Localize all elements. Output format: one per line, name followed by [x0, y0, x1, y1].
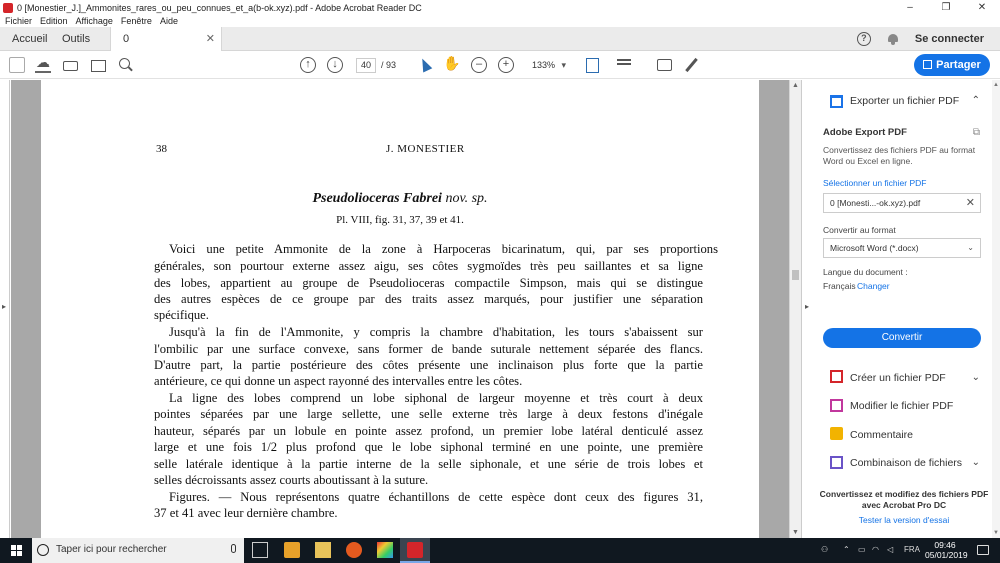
text-line: hauteur, séparés par un lobule en pointe assez profond, un premier lobe latéral denticulé assez	[154, 424, 703, 438]
chevron-down-icon[interactable]: ⌄	[971, 457, 980, 468]
menu-view[interactable]: Affichage	[75, 16, 113, 26]
title-bar	[0, 0, 1000, 15]
right-tools-panel	[801, 80, 1000, 538]
menu-bar	[0, 15, 186, 27]
language-value: Français	[823, 281, 856, 291]
bell-icon[interactable]	[887, 33, 899, 45]
people-icon[interactable]: ⚇	[821, 545, 829, 554]
select-pdf-link[interactable]: Sélectionner un fichier PDF	[823, 178, 927, 188]
volume-icon[interactable]: ◁	[887, 545, 894, 554]
tab-tools[interactable]: Outils	[62, 33, 91, 45]
export-description: Convertissez des fichiers PDF au format Word ou Excel en ligne.	[823, 145, 976, 166]
scroll-up-icon[interactable]: ▲	[792, 82, 799, 89]
fit-page-icon[interactable]	[584, 57, 600, 73]
text-line: La ligne des lobes comprend un lobe siphonal de largeur moyenne et très court à deux	[169, 391, 703, 405]
text-line: pointes séparées par une large sellette, une selle externe très large à deux festons d'inégale	[154, 407, 703, 421]
document-viewport[interactable]	[11, 80, 789, 538]
acrobat-app-icon	[3, 3, 13, 13]
tabbar-right	[857, 27, 1000, 51]
expand-left-icon[interactable]: ▸	[2, 302, 7, 311]
pdf-page	[41, 80, 759, 538]
plate-reference: Pl. VIII, fig. 31, 37, 39 et 41.	[336, 214, 464, 226]
tab-document[interactable]	[110, 27, 222, 51]
taskbar-search-placeholder: Taper ici pour rechercher	[56, 544, 167, 555]
format-select[interactable]	[823, 238, 981, 258]
chevron-up-icon[interactable]: ⌃	[971, 95, 980, 106]
language-indicator[interactable]: FRA	[904, 545, 920, 554]
pro-promo-text: Convertissez et modifiez des fichiers PDF avec Acrobat Pro DC	[819, 489, 989, 510]
change-language-link[interactable]: Changer	[857, 281, 890, 291]
page-number-input[interactable]: 40	[356, 58, 376, 73]
zoom-in-icon[interactable]: +	[498, 57, 514, 73]
taskbar	[0, 538, 1000, 563]
clock[interactable]	[925, 540, 968, 560]
panel-scrollbar[interactable]	[992, 80, 1000, 538]
tab-bar	[0, 27, 1000, 51]
export-box-title: Adobe Export PDF	[823, 127, 907, 138]
text-line: 37 et 41 avec leur dernière chambre.	[154, 506, 338, 520]
sign-in-link[interactable]: Se connecter	[914, 33, 984, 45]
document-scrollbar[interactable]	[789, 80, 801, 538]
text-line: générales, son pourtour externe assez aigu, ses côtes sygmoïdes très peu saillantes et sa ligne	[154, 259, 703, 273]
text-line: selle latérale identique à la partie interne de la selle siphonale, et une série de trois lobes et	[154, 457, 703, 471]
page-total: / 93	[381, 60, 397, 70]
page-number: 38	[156, 143, 167, 155]
text-line: antérieure, ce qui donne un aspect rayonné des intervalles entre les côtes.	[154, 374, 523, 388]
firefox-icon[interactable]	[346, 542, 362, 558]
text-line: Voici une petite Ammonite de la zone à Harpoceras bicarinatum, qui, par ses proportions	[169, 242, 718, 256]
chevron-down-icon: ⌄	[967, 243, 974, 252]
tool-edit-pdf[interactable]: Modifier le fichier PDF	[850, 400, 954, 412]
text-line: Jusqu'à la fin de l'Ammonite, y compris la chambre d'habitation, les tours s'abaissent sur	[169, 325, 703, 339]
zoom-select[interactable]: 133% ▾	[524, 58, 568, 73]
tool-create-pdf[interactable]: Créer un fichier PDF	[850, 372, 946, 384]
convert-button[interactable]: Convertir	[823, 328, 981, 348]
select-cursor-icon[interactable]	[416, 57, 432, 73]
clock-time: 09:46	[934, 540, 956, 550]
share-icon	[923, 60, 932, 69]
toolbar	[0, 52, 1000, 79]
media-player-icon[interactable]	[284, 542, 300, 558]
taskbar-search[interactable]	[32, 538, 244, 563]
trial-link[interactable]: Tester la version d'essai	[858, 515, 950, 525]
export-pdf-icon	[830, 95, 843, 108]
tool-combine-files[interactable]: Combinaison de fichiers	[850, 457, 963, 469]
tab-home[interactable]: Accueil	[12, 33, 48, 45]
species-suffix: nov. sp.	[445, 191, 488, 206]
previous-page-icon[interactable]: ↑	[300, 57, 316, 73]
scroll-thumb[interactable]	[792, 270, 799, 280]
close-tab-icon[interactable]: ✕	[205, 33, 215, 45]
file-explorer-icon[interactable]	[315, 542, 331, 558]
edit-pdf-icon	[830, 399, 843, 412]
upload-icon[interactable]	[35, 57, 51, 73]
menu-edit[interactable]: Edition	[40, 16, 68, 26]
menu-file[interactable]: Fichier	[5, 16, 33, 26]
comment-tool-icon	[830, 427, 843, 440]
export-pdf-header[interactable]: Exporter un fichier PDF	[850, 95, 960, 107]
zoom-out-icon[interactable]: –	[471, 57, 487, 73]
scroll-down-icon[interactable]: ▼	[792, 529, 799, 536]
cortana-icon	[37, 544, 49, 556]
microphone-icon[interactable]	[231, 544, 236, 553]
collapse-right-icon[interactable]: ▸	[805, 302, 810, 311]
paint-app-icon[interactable]	[377, 542, 393, 558]
text-line: des autres espèces de ce groupe par des traits assez marqués, pour justifier une séparation	[154, 292, 703, 306]
text-line: large et une fois 1/2 plus profond que le lobe siphonal terminé en une pointe, une première	[154, 440, 703, 454]
windows-start-icon[interactable]	[11, 545, 22, 556]
scroll-up-icon[interactable]: ▲	[993, 82, 999, 88]
share-label: Partager	[936, 59, 981, 71]
text-line: D'autre part, la partie postérieure des côtes présente une inclinaison plus forte que la partie	[154, 358, 703, 372]
network-icon[interactable]: ▭	[858, 545, 866, 554]
pen-icon[interactable]	[684, 57, 700, 73]
language-label: Langue du document :	[823, 267, 908, 277]
text-line: l'ombilic par une surface convexe, sans former de bande suturale nettement séparée des flancs.	[154, 342, 703, 356]
chevron-down-icon[interactable]: ⌄	[971, 372, 980, 383]
format-value: Microsoft Word (*.docx)	[830, 243, 919, 253]
save-icon[interactable]	[9, 57, 25, 73]
comment-icon[interactable]	[656, 57, 672, 73]
selected-file-name: 0 [Monesti...-ok.xyz).pdf	[830, 198, 921, 208]
text-line: des lobes, appartient au groupe de Pseudolioceras compactile Simpson, mais qui se distingue	[154, 276, 703, 290]
convert-format-label: Convertir au format	[823, 225, 896, 235]
acrobat-taskbar-icon	[407, 542, 423, 558]
species-name: Pseudolioceras Fabrei	[312, 191, 442, 206]
wifi-icon[interactable]: ◠	[872, 545, 879, 554]
tab-document-label: 0	[123, 33, 130, 45]
left-panel-toggle[interactable]	[0, 80, 10, 538]
scroll-down-icon[interactable]: ▼	[993, 530, 999, 536]
text-line: selles décroissants assez courts aboutissant à la suture.	[154, 473, 429, 487]
window-title: 0 [Monestier_J.]_Ammonites_rares_ou_peu_connues_et_a(b-ok.xyz).pdf - Adobe Acrobat Reader DC	[17, 2, 422, 13]
next-page-icon[interactable]: ↓	[327, 57, 343, 73]
hand-tool-icon[interactable]	[443, 57, 459, 73]
restore-button[interactable]: ❐	[941, 2, 951, 13]
running-head: J. MONESTIER	[386, 143, 465, 155]
clock-date: 05/01/2019	[925, 550, 968, 560]
share-button[interactable]	[914, 54, 990, 76]
search-icon[interactable]	[118, 57, 134, 73]
chevron-up-icon[interactable]: ⌃	[843, 545, 850, 554]
task-view-icon[interactable]	[252, 542, 268, 558]
help-icon[interactable]: ?	[857, 32, 871, 46]
menu-window[interactable]: Fenêtre	[120, 16, 152, 26]
selected-file-field[interactable]	[823, 193, 981, 213]
menu-help[interactable]: Aide	[159, 16, 178, 26]
close-window-button[interactable]: ✕	[977, 2, 987, 13]
species-title	[41, 191, 759, 207]
text-line: spécifique.	[154, 308, 209, 322]
scroll-mode-icon[interactable]	[616, 57, 632, 73]
mail-icon[interactable]	[90, 57, 106, 73]
remove-file-icon[interactable]: ✕	[965, 197, 975, 209]
notifications-icon[interactable]	[977, 545, 989, 555]
print-icon[interactable]	[62, 57, 78, 73]
combine-files-icon	[830, 456, 843, 469]
minimize-button[interactable]: –	[907, 2, 913, 13]
window-controls	[892, 0, 1000, 15]
tool-comment[interactable]: Commentaire	[850, 429, 914, 441]
copy-icon[interactable]: ⧉	[972, 127, 980, 138]
text-line: Figures. — Nous représentons quatre échantillons de cette espèce dont ceux des figures 31,	[169, 490, 703, 504]
create-pdf-icon	[830, 370, 843, 383]
